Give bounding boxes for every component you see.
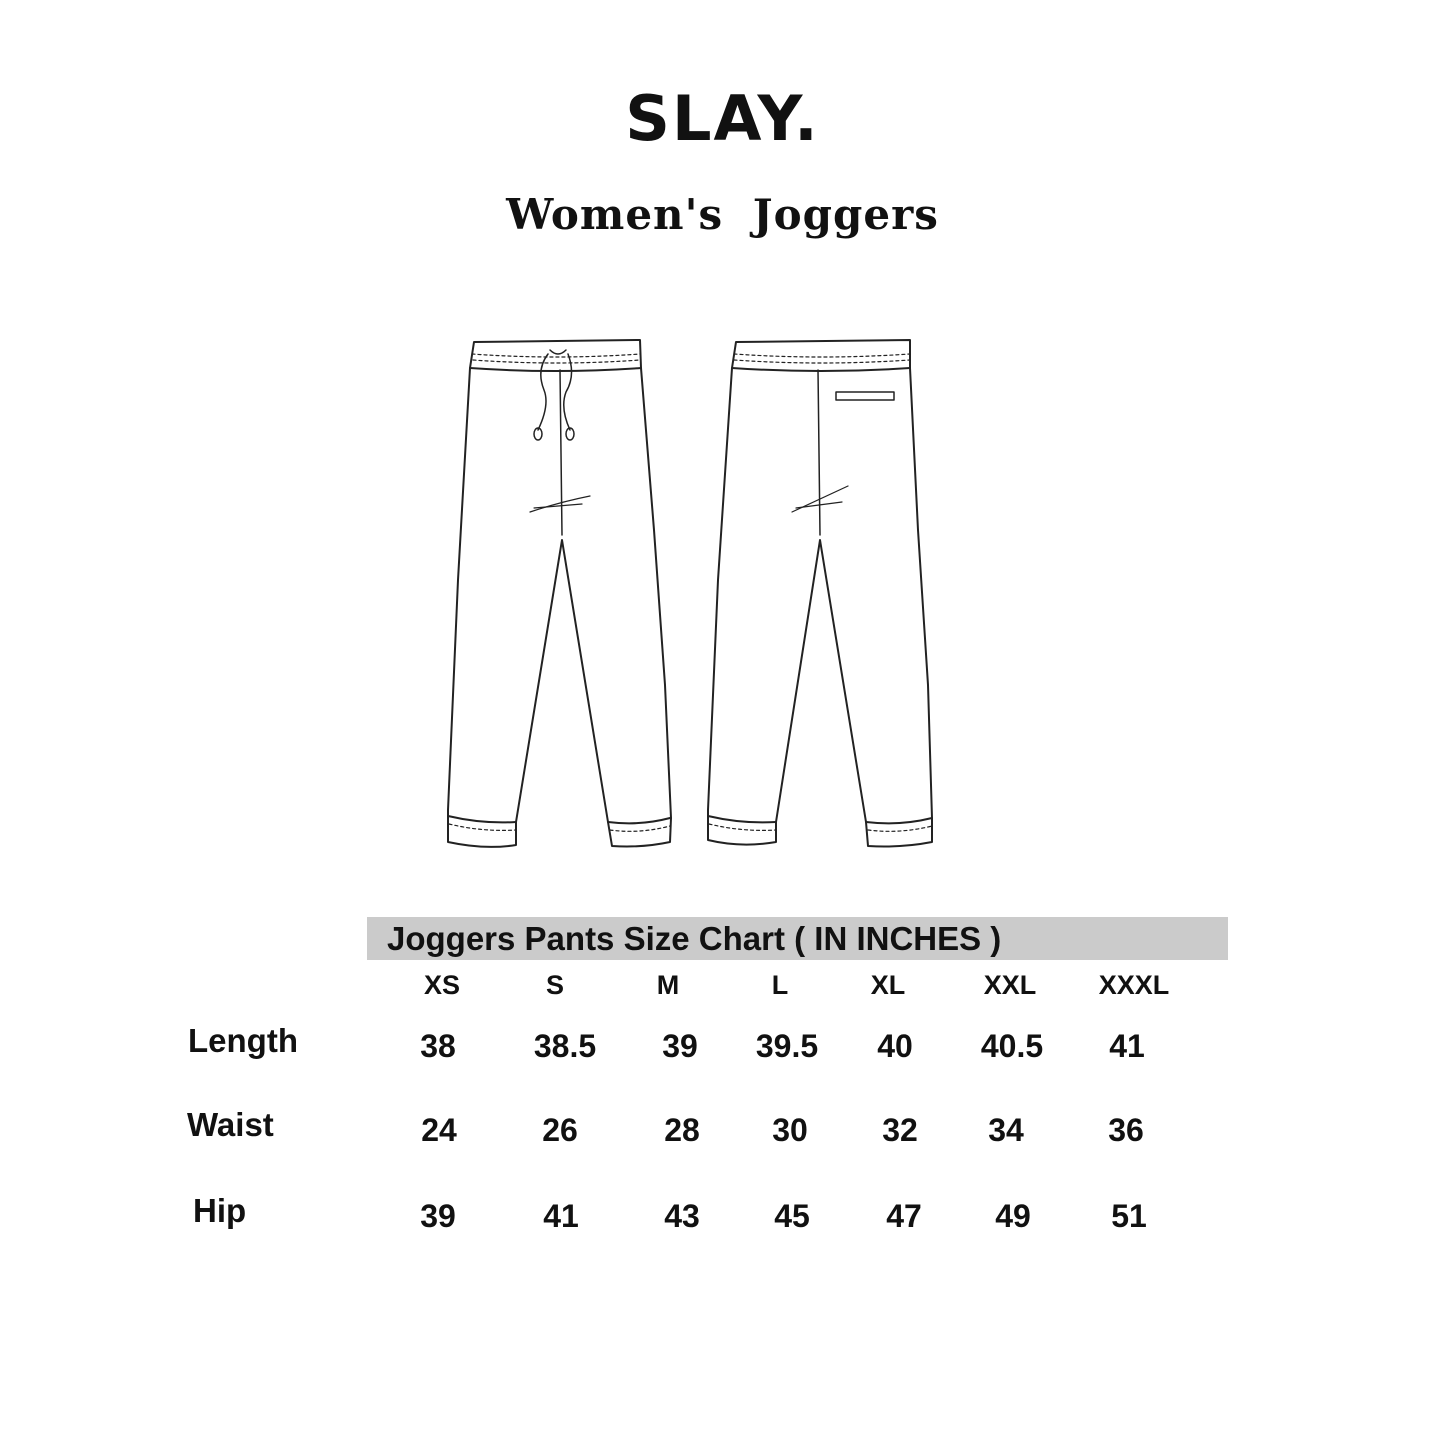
table-cell: 38.5 [533,1028,597,1064]
brand-logo: SLAY. [625,82,820,155]
table-cell: 39 [420,1198,456,1234]
size-m-header: M [656,970,680,1000]
size-xxl-header: XXL [983,970,1037,1000]
table-cell: 32 [882,1112,918,1148]
table-cell: 43 [664,1198,700,1234]
joggers-illustration [430,330,950,860]
size-xs-header: XS [423,970,461,1000]
joggers-back-icon [708,340,932,847]
table-cell: 51 [1111,1198,1147,1234]
joggers-front-icon [448,340,671,847]
table-cell: 47 [886,1198,922,1234]
table-cell: 39 [662,1028,698,1064]
row-label-waist: Waist [187,1106,274,1143]
table-cell: 41 [543,1198,579,1234]
table-cell: 24 [421,1112,457,1148]
row-label-length: Length [188,1022,298,1059]
table-cell: 28 [664,1112,700,1148]
table-cell: 38 [420,1028,456,1064]
table-cell: 36 [1108,1112,1144,1148]
table-cell: 39.5 [755,1028,819,1064]
page-title: Women's Joggers [506,190,939,239]
table-cell: 40 [877,1028,913,1064]
table-cell: 49 [995,1198,1031,1234]
size-xxxl-header: XXXL [1098,970,1170,1000]
table-cell: 26 [542,1112,578,1148]
size-chart-title: Joggers Pants Size Chart ( IN INCHES ) [387,920,1002,957]
table-cell: 30 [772,1112,808,1148]
table-cell: 41 [1109,1028,1145,1064]
size-xl-header: XL [870,970,906,1000]
table-cell: 40.5 [980,1028,1044,1064]
size-s-header: S [545,970,564,1000]
row-label-hip: Hip [193,1192,247,1229]
size-l-header: L [771,970,789,1000]
table-cell: 34 [988,1112,1024,1148]
table-cell: 45 [774,1198,810,1234]
